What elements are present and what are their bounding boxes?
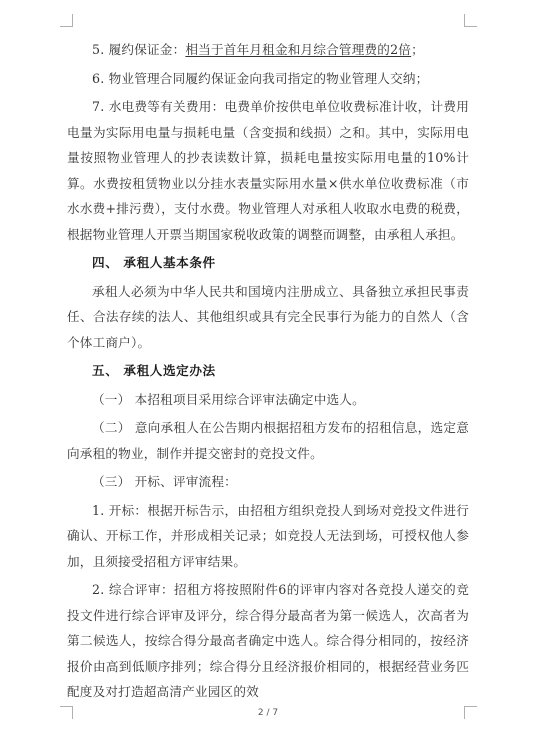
paragraph-performance-bond [67, 37, 469, 63]
paragraph-text: 5. 履约保证金： [92, 42, 186, 57]
section-heading-selection-method: 五、 承租人选定办法 [92, 363, 216, 378]
paragraph-property-bond: 6. 物业管理合同履约保证金向我司指定的物业管理人交纳； [92, 70, 429, 86]
paragraph-bid-submission: （二） 意向承租人在公告期内根据招租方发布的招租信息，选定意向承租的物业，制作并提交密封的竞投文件。 [67, 420, 469, 461]
underlined-text: 相当于首年月租金和月综合管理费的2倍 [185, 42, 412, 57]
crop-mark-top-left [60, 14, 73, 27]
page-number: 2 / 7 [257, 708, 279, 718]
paragraph-comprehensive-review: 2. 综合评审：招租方将按照附件6的评审内容对各竞投人递交的竞投文件进行综合评审及评分，综合得分最高者为第一候选人，次高者为第二候选人，按综合得分最高者确定中选人。综合得分相同的，按经济报价由高到低顺序排列；综合得分且经济报价相同的，根据经营业务匹配度及对打造超高清产业园区的效 [67, 582, 469, 699]
crop-mark-top-right [464, 14, 477, 27]
paragraph-utility-fees: 7. 水电费等有关费用：电费单价按供电单位收费标准计收，计费用电量为实际用电量与损耗电量（含变损和线损）之和。其中，实际用电量按照物业管理人的抄表读数计算，损耗电量按实际用电量的10%计算。水费按租赁物业以分挂水表量实际用水量×供水单位收费标准（市水水费+排污费），支付水费。物业管理人对承租人收取水电费的税费，根据物业管理人开票当期国家税收政策的调整而调整，由承租人承担。 [67, 99, 469, 242]
paragraph-text: ； [411, 42, 424, 57]
section-heading-tenant-conditions: 四、 承租人基本条件 [92, 255, 216, 270]
paragraph-opening-process: （三） 开标、评审流程： [92, 474, 237, 489]
paragraph-tenant-requirements: 承租人必须为中华人民共和国境内注册成立、具备独立承担民事责任、合法存续的法人、其他组织或具有完全民事行为能力的自然人（含个体工商户）。 [67, 283, 469, 350]
paragraph-evaluation-method: （一） 本招租项目采用综合评审法确定中选人。 [92, 391, 365, 407]
document-body [67, 37, 469, 705]
paragraph-bid-opening: 1. 开标：根据开标告示，由招租方组织竞投人到场对竞投文件进行确认、开标工作，并形成相关记录；如竞投人无法到场，可授权他人参加，且须接受招租方评审结果。 [67, 502, 469, 569]
